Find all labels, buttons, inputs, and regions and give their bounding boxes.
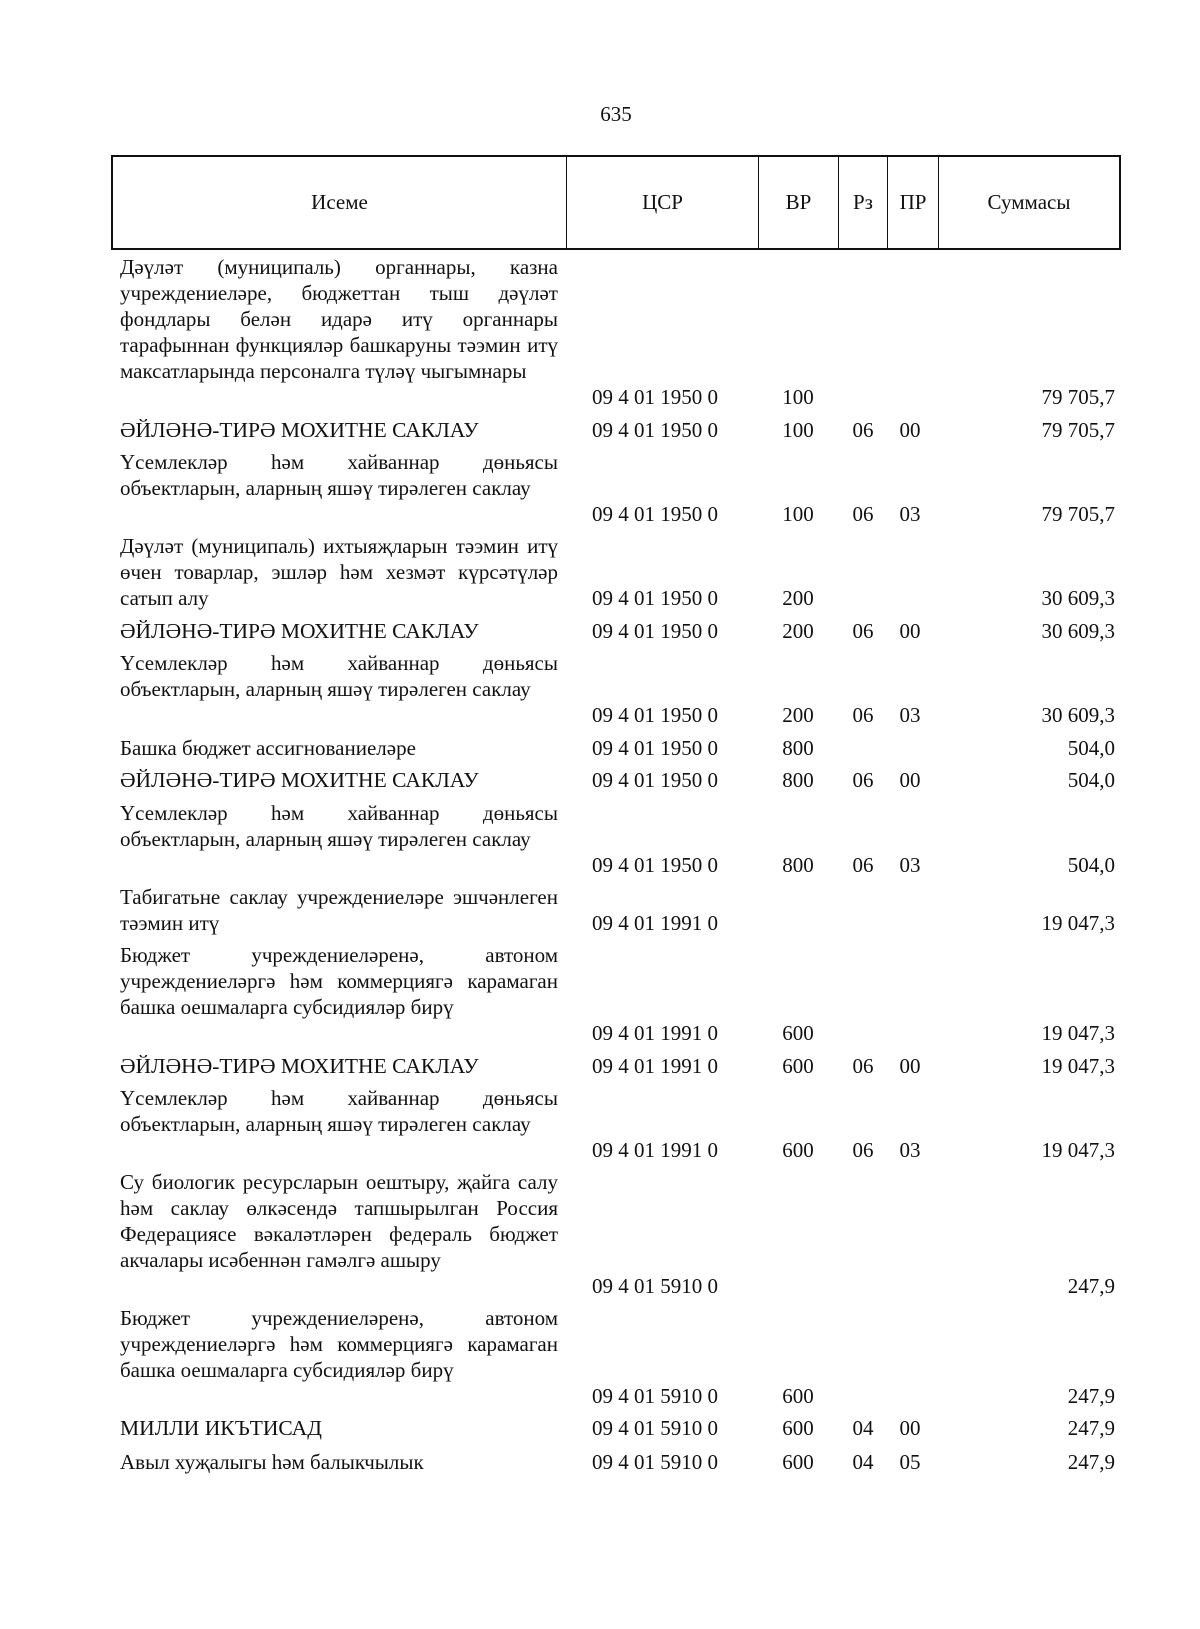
row-sum: 79 705,7 bbox=[1041, 418, 1115, 442]
table-row bbox=[0, 1085, 1200, 1163]
row-csr: 09 4 01 5910 0 bbox=[592, 1274, 718, 1298]
table-row bbox=[0, 449, 1200, 527]
row-pr: 00 bbox=[899, 1416, 921, 1440]
row-sum: 79 705,7 bbox=[1041, 385, 1115, 409]
row-rz: 06 bbox=[852, 768, 874, 792]
row-name: Су биологик ресурсларын оештыру, җайга салу һәм саклау өлкәсендә тапшырылган Россия Федерациясе вәкаләтләрен федераль бюджет акчалары исәбеннән гамәлгә ашыру bbox=[120, 1170, 558, 1272]
row-csr: 09 4 01 1950 0 bbox=[592, 502, 718, 526]
row-csr: 09 4 01 5910 0 bbox=[592, 1416, 718, 1440]
row-vr: 600 bbox=[782, 1384, 814, 1408]
table-row bbox=[0, 735, 1200, 761]
row-pr: 03 bbox=[899, 703, 921, 727]
row-rz: 06 bbox=[852, 619, 874, 643]
row-sum: 30 609,3 bbox=[1041, 619, 1115, 643]
header-vr: ВР bbox=[759, 157, 839, 248]
row-name: Үсемлекләр һәм хайваннар дөньясы объектларын, аларның яшәү тирәлеген саклау bbox=[120, 801, 558, 851]
row-name: Дәүләт (муниципаль) органнары, казна учреждениеләре, бюджеттан тыш дәүләт фондлары белән идарә итү органнары тарафыннан функцияләр башкаруны тәэмин итү максатларында персоналга түләү чыгымнары bbox=[120, 255, 558, 383]
row-rz: 04 bbox=[852, 1416, 874, 1440]
row-name: ӘЙЛӘНӘ-ТИРӘ МОХИТНЕ САКЛАУ bbox=[120, 619, 479, 643]
row-sum: 504,0 bbox=[1067, 736, 1115, 760]
row-rz: 04 bbox=[852, 1450, 874, 1474]
row-vr: 100 bbox=[782, 385, 814, 409]
table-row bbox=[0, 650, 1200, 728]
row-csr: 09 4 01 1950 0 bbox=[592, 418, 718, 442]
row-csr: 09 4 01 1950 0 bbox=[592, 385, 718, 409]
header-pr: ПР bbox=[888, 157, 939, 248]
row-name: Үсемлекләр һәм хайваннар дөньясы объектларын, аларның яшәү тирәлеген саклау bbox=[120, 450, 558, 500]
table-row bbox=[0, 254, 1200, 410]
row-csr: 09 4 01 1991 0 bbox=[592, 1021, 718, 1045]
row-pr: 00 bbox=[899, 768, 921, 792]
table-row bbox=[0, 618, 1200, 644]
row-pr: 03 bbox=[899, 853, 921, 877]
row-vr: 600 bbox=[782, 1450, 814, 1474]
table-row bbox=[0, 800, 1200, 878]
table-row bbox=[0, 1053, 1200, 1079]
row-pr: 00 bbox=[899, 418, 921, 442]
row-sum: 19 047,3 bbox=[1041, 1021, 1115, 1045]
row-name: ӘЙЛӘНӘ-ТИРӘ МОХИТНЕ САКЛАУ bbox=[120, 1054, 479, 1078]
row-vr: 600 bbox=[782, 1138, 814, 1162]
row-sum: 247,9 bbox=[1067, 1416, 1115, 1440]
row-sum: 19 047,3 bbox=[1041, 1054, 1115, 1078]
row-csr: 09 4 01 1950 0 bbox=[592, 586, 718, 610]
row-name: МИЛЛИ ИКЪТИСАД bbox=[120, 1416, 322, 1440]
row-sum: 504,0 bbox=[1067, 768, 1115, 792]
row-sum: 247,9 bbox=[1067, 1384, 1115, 1408]
row-pr: 05 bbox=[899, 1450, 921, 1474]
row-pr: 03 bbox=[899, 502, 921, 526]
row-vr: 200 bbox=[782, 619, 814, 643]
header-name: Исеме bbox=[113, 157, 567, 248]
row-csr: 09 4 01 1991 0 bbox=[592, 1054, 718, 1078]
row-csr: 09 4 01 1950 0 bbox=[592, 853, 718, 877]
table-row bbox=[0, 417, 1200, 443]
row-name: Авыл хуҗалыгы һәм балыкчылык bbox=[120, 1450, 424, 1474]
row-name: Табигатьне саклау учреждениеләре эшчәнлеген тәэмин итү bbox=[120, 885, 558, 935]
row-pr: 00 bbox=[899, 619, 921, 643]
row-vr: 800 bbox=[782, 736, 814, 760]
row-rz: 06 bbox=[852, 418, 874, 442]
row-csr: 09 4 01 1950 0 bbox=[592, 619, 718, 643]
row-sum: 247,9 bbox=[1067, 1274, 1115, 1298]
row-rz: 06 bbox=[852, 1138, 874, 1162]
row-sum: 30 609,3 bbox=[1041, 586, 1115, 610]
table-row bbox=[0, 884, 1200, 936]
row-sum: 19 047,3 bbox=[1041, 911, 1115, 935]
row-sum: 504,0 bbox=[1067, 853, 1115, 877]
row-vr: 600 bbox=[782, 1416, 814, 1440]
row-csr: 09 4 01 1991 0 bbox=[592, 1138, 718, 1162]
header-sum: Суммасы bbox=[987, 190, 1071, 214]
row-rz: 06 bbox=[852, 1054, 874, 1078]
row-name: Дәүләт (муниципаль) ихтыяҗларын тәэмин итү өчен товарлар, эшләр һәм хезмәт күрсәтүләр сатып алу bbox=[120, 534, 558, 610]
row-vr: 600 bbox=[782, 1021, 814, 1045]
row-vr: 200 bbox=[782, 586, 814, 610]
table-row bbox=[0, 1305, 1200, 1409]
header-csr: ЦСР bbox=[567, 157, 759, 248]
row-name: Бюджет учреждениеләренә, автоном учреждениеләргә һәм коммерциягә карамаган башка оешмаларга субсидияләр бирү bbox=[120, 943, 558, 1019]
header-rz: Рз bbox=[839, 157, 888, 248]
table-row bbox=[0, 767, 1200, 793]
table-row bbox=[0, 1415, 1200, 1441]
table-header bbox=[111, 155, 1121, 250]
row-rz: 06 bbox=[852, 853, 874, 877]
row-vr: 800 bbox=[782, 853, 814, 877]
row-name: Башка бюджет ассигнованиеләре bbox=[120, 736, 416, 760]
row-csr: 09 4 01 1991 0 bbox=[592, 911, 718, 935]
table-row bbox=[0, 942, 1200, 1046]
row-pr: 03 bbox=[899, 1138, 921, 1162]
row-vr: 600 bbox=[782, 1054, 814, 1078]
table-row bbox=[0, 1169, 1200, 1299]
row-sum: 247,9 bbox=[1067, 1450, 1115, 1474]
row-sum: 30 609,3 bbox=[1041, 703, 1115, 727]
row-name: Бюджет учреждениеләренә, автоном учреждениеләргә һәм коммерциягә карамаган башка оешмаларга субсидияләр бирү bbox=[120, 1306, 558, 1382]
row-name: Үсемлекләр һәм хайваннар дөньясы объектларын, аларның яшәү тирәлеген саклау bbox=[120, 1086, 558, 1136]
row-pr: 00 bbox=[899, 1054, 921, 1078]
row-csr: 09 4 01 1950 0 bbox=[592, 768, 718, 792]
row-vr: 100 bbox=[782, 418, 814, 442]
row-sum: 79 705,7 bbox=[1041, 502, 1115, 526]
row-vr: 100 bbox=[782, 502, 814, 526]
row-name: ӘЙЛӘНӘ-ТИРӘ МОХИТНЕ САКЛАУ bbox=[120, 418, 479, 442]
row-csr: 09 4 01 1950 0 bbox=[592, 703, 718, 727]
row-rz: 06 bbox=[852, 502, 874, 526]
page-number: 635 bbox=[600, 102, 632, 126]
table-row bbox=[0, 533, 1200, 611]
row-csr: 09 4 01 1950 0 bbox=[592, 736, 718, 760]
row-vr: 200 bbox=[782, 703, 814, 727]
row-sum: 19 047,3 bbox=[1041, 1138, 1115, 1162]
table-row bbox=[0, 1449, 1200, 1475]
row-csr: 09 4 01 5910 0 bbox=[592, 1384, 718, 1408]
row-name: ӘЙЛӘНӘ-ТИРӘ МОХИТНЕ САКЛАУ bbox=[120, 768, 479, 792]
row-vr: 800 bbox=[782, 768, 814, 792]
row-rz: 06 bbox=[852, 703, 874, 727]
row-csr: 09 4 01 5910 0 bbox=[592, 1450, 718, 1474]
row-name: Үсемлекләр һәм хайваннар дөньясы объектларын, аларның яшәү тирәлеген саклау bbox=[120, 651, 558, 701]
